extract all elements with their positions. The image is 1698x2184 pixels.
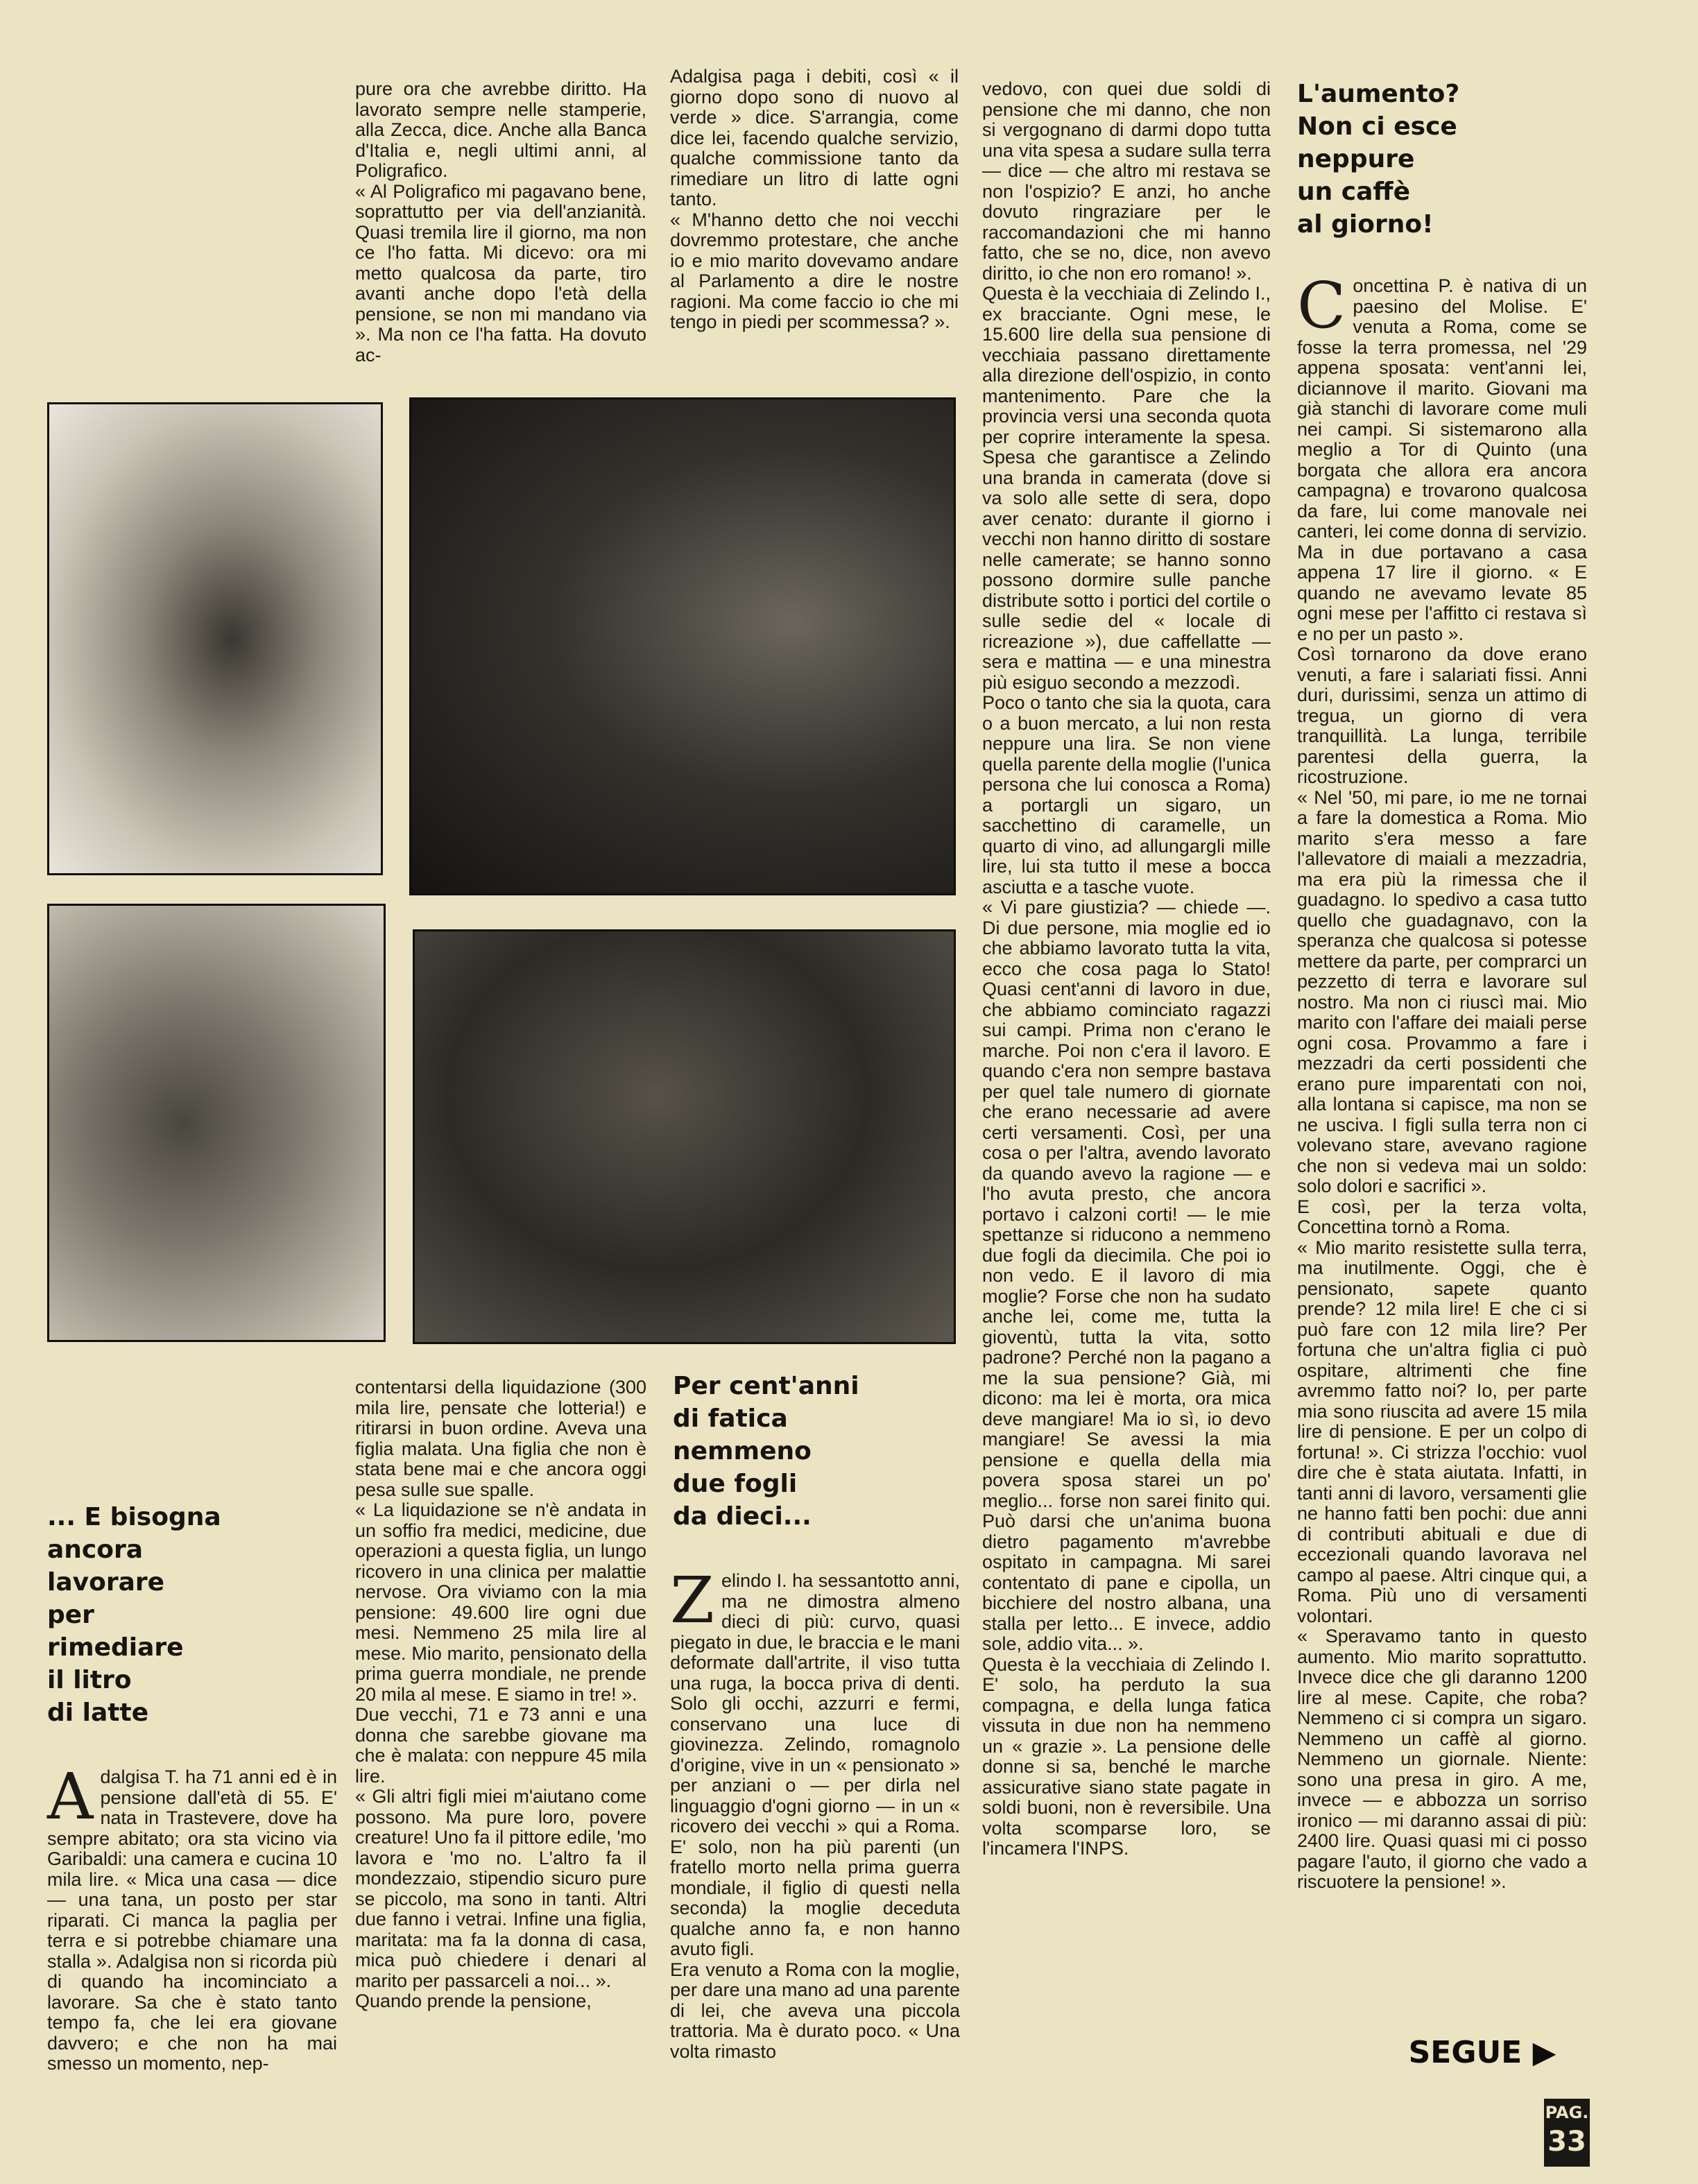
headline-cent-anni-di-fatica: Per cent'anni di fatica nemmeno due fogli da dieci... (673, 1372, 859, 1531)
article-column-adalgisa-lead (47, 1760, 343, 2156)
headline-aumento: L'aumento? Non ci esce neppure un caffè al giorno! (1297, 80, 1460, 239)
drop-cap-a: A (47, 1760, 94, 1834)
photo-woman-and-children-courtyard (47, 904, 386, 1342)
page-number-box (1544, 2099, 1590, 2167)
photo-old-man-walking-cane (47, 402, 383, 875)
article-column-2-top: Adalgisa paga i debiti, così « il giorno dopo sono di nuovo al verde » dice. S'arrangia, come dice lei, facendo qualche servizio, qualche commissione tanto da rimediare un litro di latte ogni tanto. « M'hanno detto che noi vecchi dovremmo protestare, che anche io e mio marito dovevamo andare al Parlamento a dire le nostre ragioni. Ma come faccio io che mi tengo in piedi per scommessa? ». (670, 66, 959, 332)
arrow-right-icon: ▶ (1532, 2035, 1556, 2070)
article-column-concettina (1297, 268, 1587, 1996)
photo-woman-at-table-with-roses (409, 397, 956, 895)
adalgisa-lead-text: dalgisa T. ha 71 anni ed è in pensione dall'età di 55. E' nata in Trastevere, dove ha sempre abitato; ora sta vicino via Garibaldi: una camera e cucina 10 mila lire. « Mica una casa — dice — una tana, un posto per star riparati. Ci manca la paglia per terra e si potrebbe chiamare una stalla ». Adalgisa non si ricorda più di quando ha incominciato a lavorare. Sa che è stato tanto tempo fa, che lei era giovane davvero; e che non ha mai smesso un momento, nep- (47, 1766, 343, 2074)
headline-bisogna-ancora-lavorare: ... E bisogna ancora lavorare per rimediare il litro di latte (47, 1503, 221, 1727)
drop-cap-c: C (1297, 268, 1346, 343)
article-column-4-bottom: contentarsi della liquidazione (300 mila lire, pensate che lotteria!) e ritirarsi in buon ordine. Aveva una figlia malata. Una figlia che non è stata bene mai e che ancora oggi pesa sulle sue spalle. « La liquidazione se n'è andata in un soffio fra medici, medicine, due operazioni a questa figlia, un lungo ricovero in una clinica per malattie nervose. Ora viviamo con la mia pensione: 49.600 lire ogni due mesi. Nemmeno 25 mila lire al mese. Mio marito, pensionato della prima guerra mondiale, ne prende 20 mila al mese. E siamo in tre! ». Due vecchi, 71 e 73 anni e una donna che sarebbe giovane ma che è malata: con neppure 45 mila lire. « Gli altri figli miei m'aiutano come possono. Ma pure loro, povere creature! Uno fa il pittore edile, 'mo lavora e 'mo no. L'altro fa il mondezzaio, stipendio sicuro pure se piccolo, ma sono in tanti. Altri due fanno i vetrai. Infine una figlia, maritata: ma fa la donna di casa, mica può chiedere i denari al marito per passarceli a noi... ». Quando prende la pensione, (355, 1377, 646, 2011)
page-label: PAG. (1545, 2103, 1589, 2122)
zelindo-text: elindo I. ha sessantotto anni, ma ne dimostra almeno dieci di più: curvo, quasi piegato in due, le braccia e le mani deformate dall'artrite, il viso tutta una ruga, la bocca priva di denti. Solo gli occhi, azzurri e fermi, conservano una luce di giovinezza. Zelindo, romagnolo d'origine, vive in un « pensionato » per anziani o — per dirla nel linguaggio d'ogni giorno — in un « ricovero dei vecchi » qui a Roma. E' solo, non ha più parenti (un fratello morto nella prima guerra mondiale, il figlio di questi nella seconda) la moglie deceduta qualche anno fa, e non hanno avuto figli. Era venuto a Roma con la moglie, per dare una mano ad una parente di lei, che aveva una piccola trattoria. Ma è durato poco. « Una volta rimasto (670, 1570, 960, 2062)
page-number: 33 (1547, 2126, 1586, 2158)
article-column-1-top: pure ora che avrebbe diritto. Ha lavorato sempre nelle stamperie, alla Zecca, dice. Anche alla Banca d'Italia e, negli ultimi anni, al Poligrafico. « Al Poligrafico mi pagavano bene, soprattutto per via dell'anzianità. Quasi tremila lire il giorno, ma non ce l'ho fatta. Mi dicevo: ora mi metto qualcosa da parte, tiro avanti anche dopo l'età della pensione, se non mi mandano via ». Ma non ce l'ha fatta. Ha dovuto ac- (355, 78, 646, 366)
photo-elderly-woman-hands-to-mouth (413, 929, 956, 1344)
article-column-zelindo (670, 1563, 960, 2091)
drop-cap-z: Z (670, 1563, 714, 1637)
continue-label (1397, 2033, 1568, 2072)
continue-text: SEGUE (1408, 2035, 1523, 2070)
article-column-6: vedovo, con quei due soldi di pensione che mi danno, che non si vergognano di darmi dopo tutta una vita spesa a sudare sulla terra — dice — che altro mi restava se non l'ospizio? E anzi, ho anche dovuto ringraziare per le raccomandazioni che mi hanno fatto, che se no, dice, non avevo diritto, io che non ero romano! ». Questa è la vecchiaia di Zelindo I., ex bracciante. Ogni mese, le 15.600 lire della sua pensione di vecchiaia passano direttamente alla direzione dell'ospizio, in conto mantenimento. Pare che la provincia versi una seconda quota per coprire interamente la spesa. Spesa che garantisce a Zelindo una branda in camerata (dove si va solo alle sette di sera, dopo aver cenato: durante il giorno i vecchi non hanno diritto di sostare nelle camerate; se hanno sonno possono dormire sulle panche distribute sotto i portici del cortile o sulle sedie del « locale di ricreazione »), due caffellatte — sera e mattina — e una minestra più esiguo secondo a mezzodì. Poco o tanto che sia la quota, cara o a buon mercato, a lui non resta neppure una lira. Se non viene quella parente della moglie (l'unica persona che lui conosca a Roma) a portargli un sigaro, un sacchettino di caramelle, un quarto di vino, ad allungargli mille lire, lui sta tutto il mese a bocca asciutta e a tasche vuote. « Vi pare giustizia? — chiede —. Di due persone, mia moglie ed io che abbiamo lavorato tutta la vita, ecco che cosa paga lo Stato! Quasi cent'anni di lavoro in due, che abbiamo cominciato ragazzi sui campi. Prima non c'erano le marche. Poi non c'era il lavoro. E quando c'era non sempre bastava per quel tale numero di giornate che erano necessarie ad avere certi versamenti. Così, per una cosa o per l'altra, avendo lavorato da quando avevo la ragione — e l'ho avuta presto, che ancora portavo i calzoni corti! — le mie spettanze si riducono a nemmeno due fogli da diecimila. Che poi io non vedo. E il lavoro di mia moglie? Forse che non ha sudato anche lei, come me, tutta la gioventù, tutta la vita, sotto padrone? Perché non la pagano a me la sua pensione? Già, mi dicono: ma lei è morta, ora mica deve mangiare! Ma io sì, io devo mangiare! Se avessi la mia pensione e quella della mia povera sposa starei un po' meglio... forse non sarei finito qui. Può darsi che un'anima buona dietro pagamento m'avrebbe ospitato in campagna. Mi sarei contentato di pane e cipolla, un bicchiere del nostro albana, una stalla per letto... E invece, addio sole, addio vita... ». Questa è la vecchiaia di Zelindo I. E' solo, ha perduto la sua compagna, e della lunga fatica vissuta in due non ha nemmeno un « grazie ». La pensione delle donne si sa, benché le marche assicurative siano state pagate in soldi buoni, non è reversibile. Una volta scomparse loro, se l'incamera l'INPS. (982, 78, 1271, 1859)
concettina-text: oncettina P. è nativa di un paesino del Molise. E' venuta a Roma, come se fosse la terra promessa, nel '29 appena sposata: vent'anni lei, diciannove il marito. Giovani ma già stanchi di lavorare come muli nei campi. Si sistemarono alla meglio a Tor di Quinto (una borgata che allora era ancora campagna) e trovarono qualcosa da fare, lui come manovale nei canteri, lei come donna di servizio. Ma in due portavano a casa appena 17 lire il giorno. « E quando ne avevamo levate 85 ogni mese per l'affitto ci restava sì e no per un pasto ». Così tornarono da dove erano venuti, a fare i salariati fissi. Anni duri, durissimi, senza un attimo di tregua, un giorno di vera tranquillità. La lunga, terribile parentesi della guerra, la ricostruzione. « Nel '50, mi pare, io me ne tornai a fare la domestica a Roma. Mio marito s'era messo a fare l'allevatore di maiali a mezzadria, ma era più la rimessa che il guadagno. Io spedivo a casa tutto quello che guadagnavo, con la speranza che qualcosa si potesse mettere da parte, per comprarci un pezzetto di terra e lavorare sul nostro. Ma non ci riuscì mai. Mio marito con l'affare dei maiali perse ogni cosa. Provammo a fare i mezzadri da certi possidenti che erano pure imparentati con noi, alla lontana si capisce, ma non se ne usciva. I figli sulla terra non ci volevano stare, avevano ragione che non si vedeva mai un soldo: solo dolori e sacrifici ». E così, per la terza volta, Concettina tornò a Roma. « Mio marito resistette sulla terra, ma inutilmente. Oggi, che è pensionato, sapete quanto prende? 12 mila lire! E che ci si può fare con 12 mila lire? Per fortuna che un'altra figlia ci può ospitare, altrimenti che fine avremmo fatto noi? Io, per parte mia sono riuscita ad avere 15 mila lire di pensione. E per un colpo di fortuna! ». Ci strizza l'occhio: vuol dire che è stata aiutata. Infatti, in tanti anni di lavoro, versamenti glie ne hanno fatti ben pochi: due anni di contributi abituali e due di eccezionali quando lavorava nel campo al paese. Altri cinque qui, a Roma. Più uno di versamenti volontari. « Speravamo tanto in questo aumento. Mio marito soprattutto. Invece dice che gli daranno 1200 lire al mese. Capite, che roba? Nemmeno ci si compra un sigaro. Nemmeno un caffè al giorno. Nemmeno un giornale. Niente: sono una presa in giro. A me, invece — e abbozza un sorriso ironico — mi daranno assai di più: 2400 lire. Quasi quasi mi ci posso pagare l'auto, il giorno che vado a riscuotere la pensione! ». (1297, 275, 1587, 1892)
